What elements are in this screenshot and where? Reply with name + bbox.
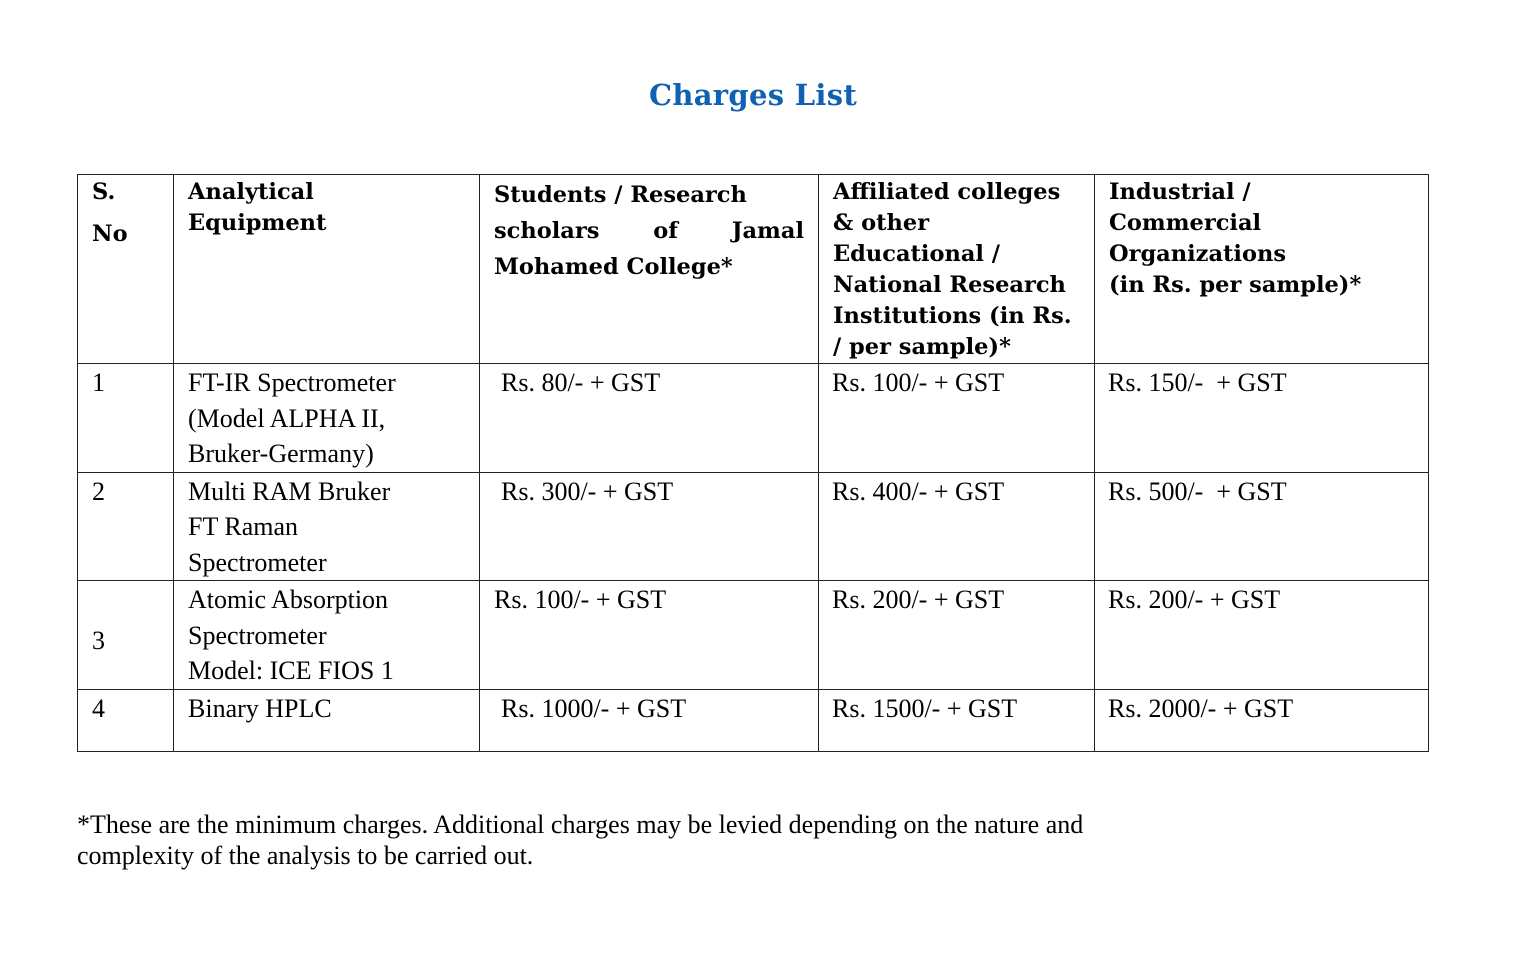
header-affiliated-line: Affiliated colleges bbox=[833, 179, 1061, 205]
header-sno bbox=[78, 175, 174, 364]
page-title: Charges List bbox=[648, 78, 858, 112]
header-students-word: scholars bbox=[494, 218, 600, 244]
header-sno-line: S. bbox=[92, 179, 116, 205]
header-equipment bbox=[174, 175, 480, 364]
header-affiliated-line: Educational / bbox=[833, 241, 1001, 267]
table-row bbox=[78, 581, 1429, 690]
cell-sno: 2 bbox=[78, 472, 174, 581]
cell-sno: 4 bbox=[78, 689, 174, 751]
equipment-line: (Model ALPHA II, bbox=[188, 403, 386, 433]
footnote bbox=[77, 809, 1317, 871]
equipment-line: Atomic Absorption bbox=[188, 585, 389, 614]
equipment-line: Spectrometer bbox=[188, 547, 327, 577]
header-students-line: Students / Research bbox=[494, 182, 747, 208]
header-equipment-line: Equipment bbox=[188, 210, 327, 236]
header-industrial-line: (in Rs. per sample)* bbox=[1109, 272, 1362, 298]
equipment-line: FT-IR Spectrometer bbox=[188, 368, 396, 397]
header-industrial-line: Organizations bbox=[1109, 241, 1287, 267]
table-row bbox=[78, 472, 1429, 581]
equipment-line: Spectrometer bbox=[188, 620, 327, 650]
cell-industrial-price: Rs. 2000/- + GST bbox=[1095, 689, 1429, 751]
cell-industrial-price: Rs. 150/- + GST bbox=[1095, 364, 1429, 473]
cell-affiliated-price: Rs. 100/- + GST bbox=[819, 364, 1095, 473]
cell-students-price: Rs. 1000/- + GST bbox=[480, 689, 819, 751]
equipment-line: FT Raman bbox=[188, 512, 299, 541]
cell-sno: 3 bbox=[78, 581, 174, 690]
header-students-line bbox=[494, 213, 804, 249]
cell-students-price: Rs. 80/- + GST bbox=[480, 364, 819, 473]
cell-students-price: Rs. 100/- + GST bbox=[480, 581, 819, 690]
cell-students-price: Rs. 300/- + GST bbox=[480, 472, 819, 581]
header-affiliated bbox=[819, 175, 1095, 364]
table-row bbox=[78, 364, 1429, 473]
header-sno-line: No bbox=[92, 221, 128, 247]
cell-affiliated-price: Rs. 200/- + GST bbox=[819, 581, 1095, 690]
cell-industrial-price: Rs. 200/- + GST bbox=[1095, 581, 1429, 690]
footnote-line: *These are the minimum charges. Additional charges may be levied depending on the nature and bbox=[77, 810, 1084, 839]
header-students-word: of bbox=[653, 218, 678, 244]
cell-equipment bbox=[174, 689, 480, 751]
header-affiliated-line: / per sample)* bbox=[833, 334, 1011, 360]
header-students-line: Mohamed College* bbox=[494, 254, 733, 280]
equipment-line: Bruker-Germany) bbox=[188, 439, 374, 468]
header-affiliated-line: Institutions (in Rs. bbox=[833, 303, 1072, 329]
header-affiliated-line: National Research bbox=[833, 272, 1066, 298]
cell-industrial-price: Rs. 500/- + GST bbox=[1095, 472, 1429, 581]
header-row bbox=[78, 175, 1429, 364]
cell-equipment bbox=[174, 581, 480, 690]
charges-table bbox=[77, 174, 1429, 752]
header-industrial-line: Commercial bbox=[1109, 210, 1262, 236]
equipment-line: Model: ICE FIOS 1 bbox=[188, 656, 394, 685]
footnote-line: complexity of the analysis to be carried out. bbox=[77, 841, 534, 870]
cell-sno: 1 bbox=[78, 364, 174, 473]
header-students bbox=[480, 175, 819, 364]
cell-affiliated-price: Rs. 400/- + GST bbox=[819, 472, 1095, 581]
header-industrial-line: Industrial / bbox=[1109, 179, 1251, 205]
equipment-line: Binary HPLC bbox=[188, 693, 332, 723]
header-students-word: Jamal bbox=[731, 218, 804, 244]
table-row bbox=[78, 689, 1429, 751]
header-affiliated-line: & other bbox=[833, 210, 930, 236]
header-industrial bbox=[1095, 175, 1429, 364]
header-equipment-line: Analytical bbox=[188, 179, 314, 205]
cell-equipment bbox=[174, 364, 480, 473]
cell-affiliated-price: Rs. 1500/- + GST bbox=[819, 689, 1095, 751]
cell-equipment bbox=[174, 472, 480, 581]
equipment-line: Multi RAM Bruker bbox=[188, 476, 391, 506]
